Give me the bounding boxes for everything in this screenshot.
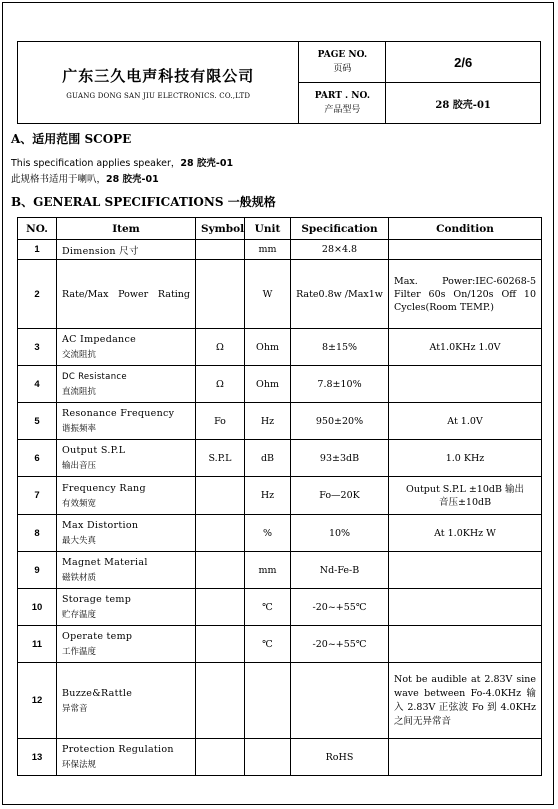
scope-line-cn: 此规格书适用于喇叭，28 胶壳-01 [11, 174, 159, 185]
row-condition [389, 739, 542, 776]
company-name-en: GUANG DONG SAN JIU ELECTRONICS. CO.,LTD [66, 92, 251, 100]
general-spec-heading: B、GENERAL SPECIFICATIONS 一般规格 [11, 195, 276, 209]
row-unit [245, 739, 291, 776]
company-cell [18, 42, 299, 124]
row-no: 8 [18, 515, 57, 552]
row-no: 7 [18, 477, 57, 515]
row-item: Max Distortion 最大失真 [57, 515, 196, 552]
row-no: 4 [18, 366, 57, 403]
row-spec: 8±15% [291, 329, 389, 366]
part-label-en: PART . NO. [314, 91, 370, 101]
row-item: DC Resistance 直流阻抗 [57, 366, 196, 403]
header-unit: Unit [245, 218, 291, 240]
row-condition: Not be audible at 2.83V sine wave between Fo-4.0KHz 输入 2.83V 正弦波 Fo 到 4.0KHz 之间无异常音 [389, 663, 542, 739]
row-unit: Ohm [245, 329, 291, 366]
row-no: 2 [18, 260, 57, 329]
row-condition: 1.0 KHz [389, 440, 542, 477]
scope-line-en: This specification applies speaker，28 胶壳-01 [11, 158, 234, 169]
row-no: 1 [18, 240, 57, 260]
row-condition: At1.0KHz 1.0V [389, 329, 542, 366]
row-no: 9 [18, 552, 57, 589]
company-name-cn: 广东三久电声科技有限公司 [62, 67, 255, 85]
row-symbol [196, 739, 245, 776]
row-symbol [196, 477, 245, 515]
row-condition [389, 240, 542, 260]
row-unit: dB [245, 440, 291, 477]
row-item: Output S.P.L 输出音压 [57, 440, 196, 477]
row-symbol: Ω [196, 329, 245, 366]
row-unit [245, 663, 291, 739]
row-symbol [196, 589, 245, 626]
row-symbol [196, 626, 245, 663]
row-item: Protection Regulation 环保法规 [57, 739, 196, 776]
row-spec: RoHS [291, 739, 389, 776]
table-row [18, 240, 542, 260]
spec-table-header [18, 218, 542, 240]
row-item: Operate temp 工作温度 [57, 626, 196, 663]
row-condition [389, 626, 542, 663]
row-symbol: S.P.L [196, 440, 245, 477]
row-unit: Hz [245, 477, 291, 515]
row-unit: mm [245, 552, 291, 589]
row-spec: -20~+55℃ [291, 589, 389, 626]
row-unit: Hz [245, 403, 291, 440]
row-no: 10 [18, 589, 57, 626]
row-symbol [196, 515, 245, 552]
row-item: Rate/Max Power Rating [57, 260, 196, 329]
row-spec: 7.8±10% [291, 366, 389, 403]
row-condition [389, 366, 542, 403]
table-row [18, 477, 542, 515]
row-unit: W [245, 260, 291, 329]
row-item: Storage temp 贮存温度 [57, 589, 196, 626]
row-spec: 93±3dB [291, 440, 389, 477]
table-row [18, 589, 542, 626]
row-spec: Fo—20K [291, 477, 389, 515]
table-row [18, 366, 542, 403]
row-no: 12 [18, 663, 57, 739]
row-no: 13 [18, 739, 57, 776]
table-row [18, 329, 542, 366]
table-row [18, 440, 542, 477]
document-header [17, 41, 541, 124]
table-row [18, 663, 542, 739]
row-symbol: Ω [196, 366, 245, 403]
scope-model-en: 28 胶壳-01 [180, 158, 234, 169]
table-row [18, 552, 542, 589]
row-no: 5 [18, 403, 57, 440]
row-unit: mm [245, 240, 291, 260]
row-condition: Output S.P.L ±10dB 输出音压±10dB [389, 477, 542, 515]
row-spec: 28×4.8 [291, 240, 389, 260]
header-item: Item [57, 218, 196, 240]
row-unit: Ohm [245, 366, 291, 403]
part-label-cell [299, 83, 386, 124]
row-item: Resonance Frequency 谐振频率 [57, 403, 196, 440]
row-condition: At 1.0KHz W [389, 515, 542, 552]
part-number: 28 胶壳-01 [386, 83, 541, 124]
row-condition [389, 552, 542, 589]
row-item: Buzze&Rattle 异常音 [57, 663, 196, 739]
page-number: 2/6 [386, 42, 541, 83]
row-no: 6 [18, 440, 57, 477]
row-item: AC Impedance 交流阻抗 [57, 329, 196, 366]
row-spec: Rate0.8w /Max1w [291, 260, 389, 329]
row-spec: Nd-Fe-B [291, 552, 389, 589]
scope-heading: A、适用范围 SCOPE [11, 132, 132, 146]
row-item: Frequency Rang 有效频宽 [57, 477, 196, 515]
row-symbol [196, 552, 245, 589]
table-row [18, 515, 542, 552]
page-label-cell [299, 42, 386, 83]
row-item: Dimension 尺寸 [57, 240, 196, 260]
row-symbol [196, 260, 245, 329]
table-row [18, 626, 542, 663]
table-row [18, 403, 542, 440]
header-no: NO. [18, 218, 57, 240]
table-row [18, 739, 542, 776]
row-symbol [196, 663, 245, 739]
page-label-en: PAGE NO. [317, 50, 368, 60]
row-condition [389, 589, 542, 626]
header-condition: Condition [389, 218, 542, 240]
row-condition: Max. Power:IEC-60268-5 Filter 60s On/120s Off 10 Cycles(Room TEMP.) [389, 260, 542, 329]
page-label-cn: 页码 [333, 64, 352, 74]
row-no: 3 [18, 329, 57, 366]
row-no: 11 [18, 626, 57, 663]
row-spec: 10% [291, 515, 389, 552]
header-specification: Specification [291, 218, 389, 240]
scope-model-cn: 28 胶壳-01 [106, 174, 159, 185]
row-unit: ℃ [245, 589, 291, 626]
row-symbol: Fo [196, 403, 245, 440]
row-spec: -20~+55℃ [291, 626, 389, 663]
row-spec: 950±20% [291, 403, 389, 440]
row-spec [291, 663, 389, 739]
part-label-cn: 产品型号 [324, 105, 361, 115]
header-symbol: Symbol [196, 218, 245, 240]
row-unit: ℃ [245, 626, 291, 663]
row-unit: % [245, 515, 291, 552]
row-item: Magnet Material 磁铁材质 [57, 552, 196, 589]
table-row [18, 260, 542, 329]
spec-table [17, 217, 542, 776]
row-symbol [196, 240, 245, 260]
row-condition: At 1.0V [389, 403, 542, 440]
